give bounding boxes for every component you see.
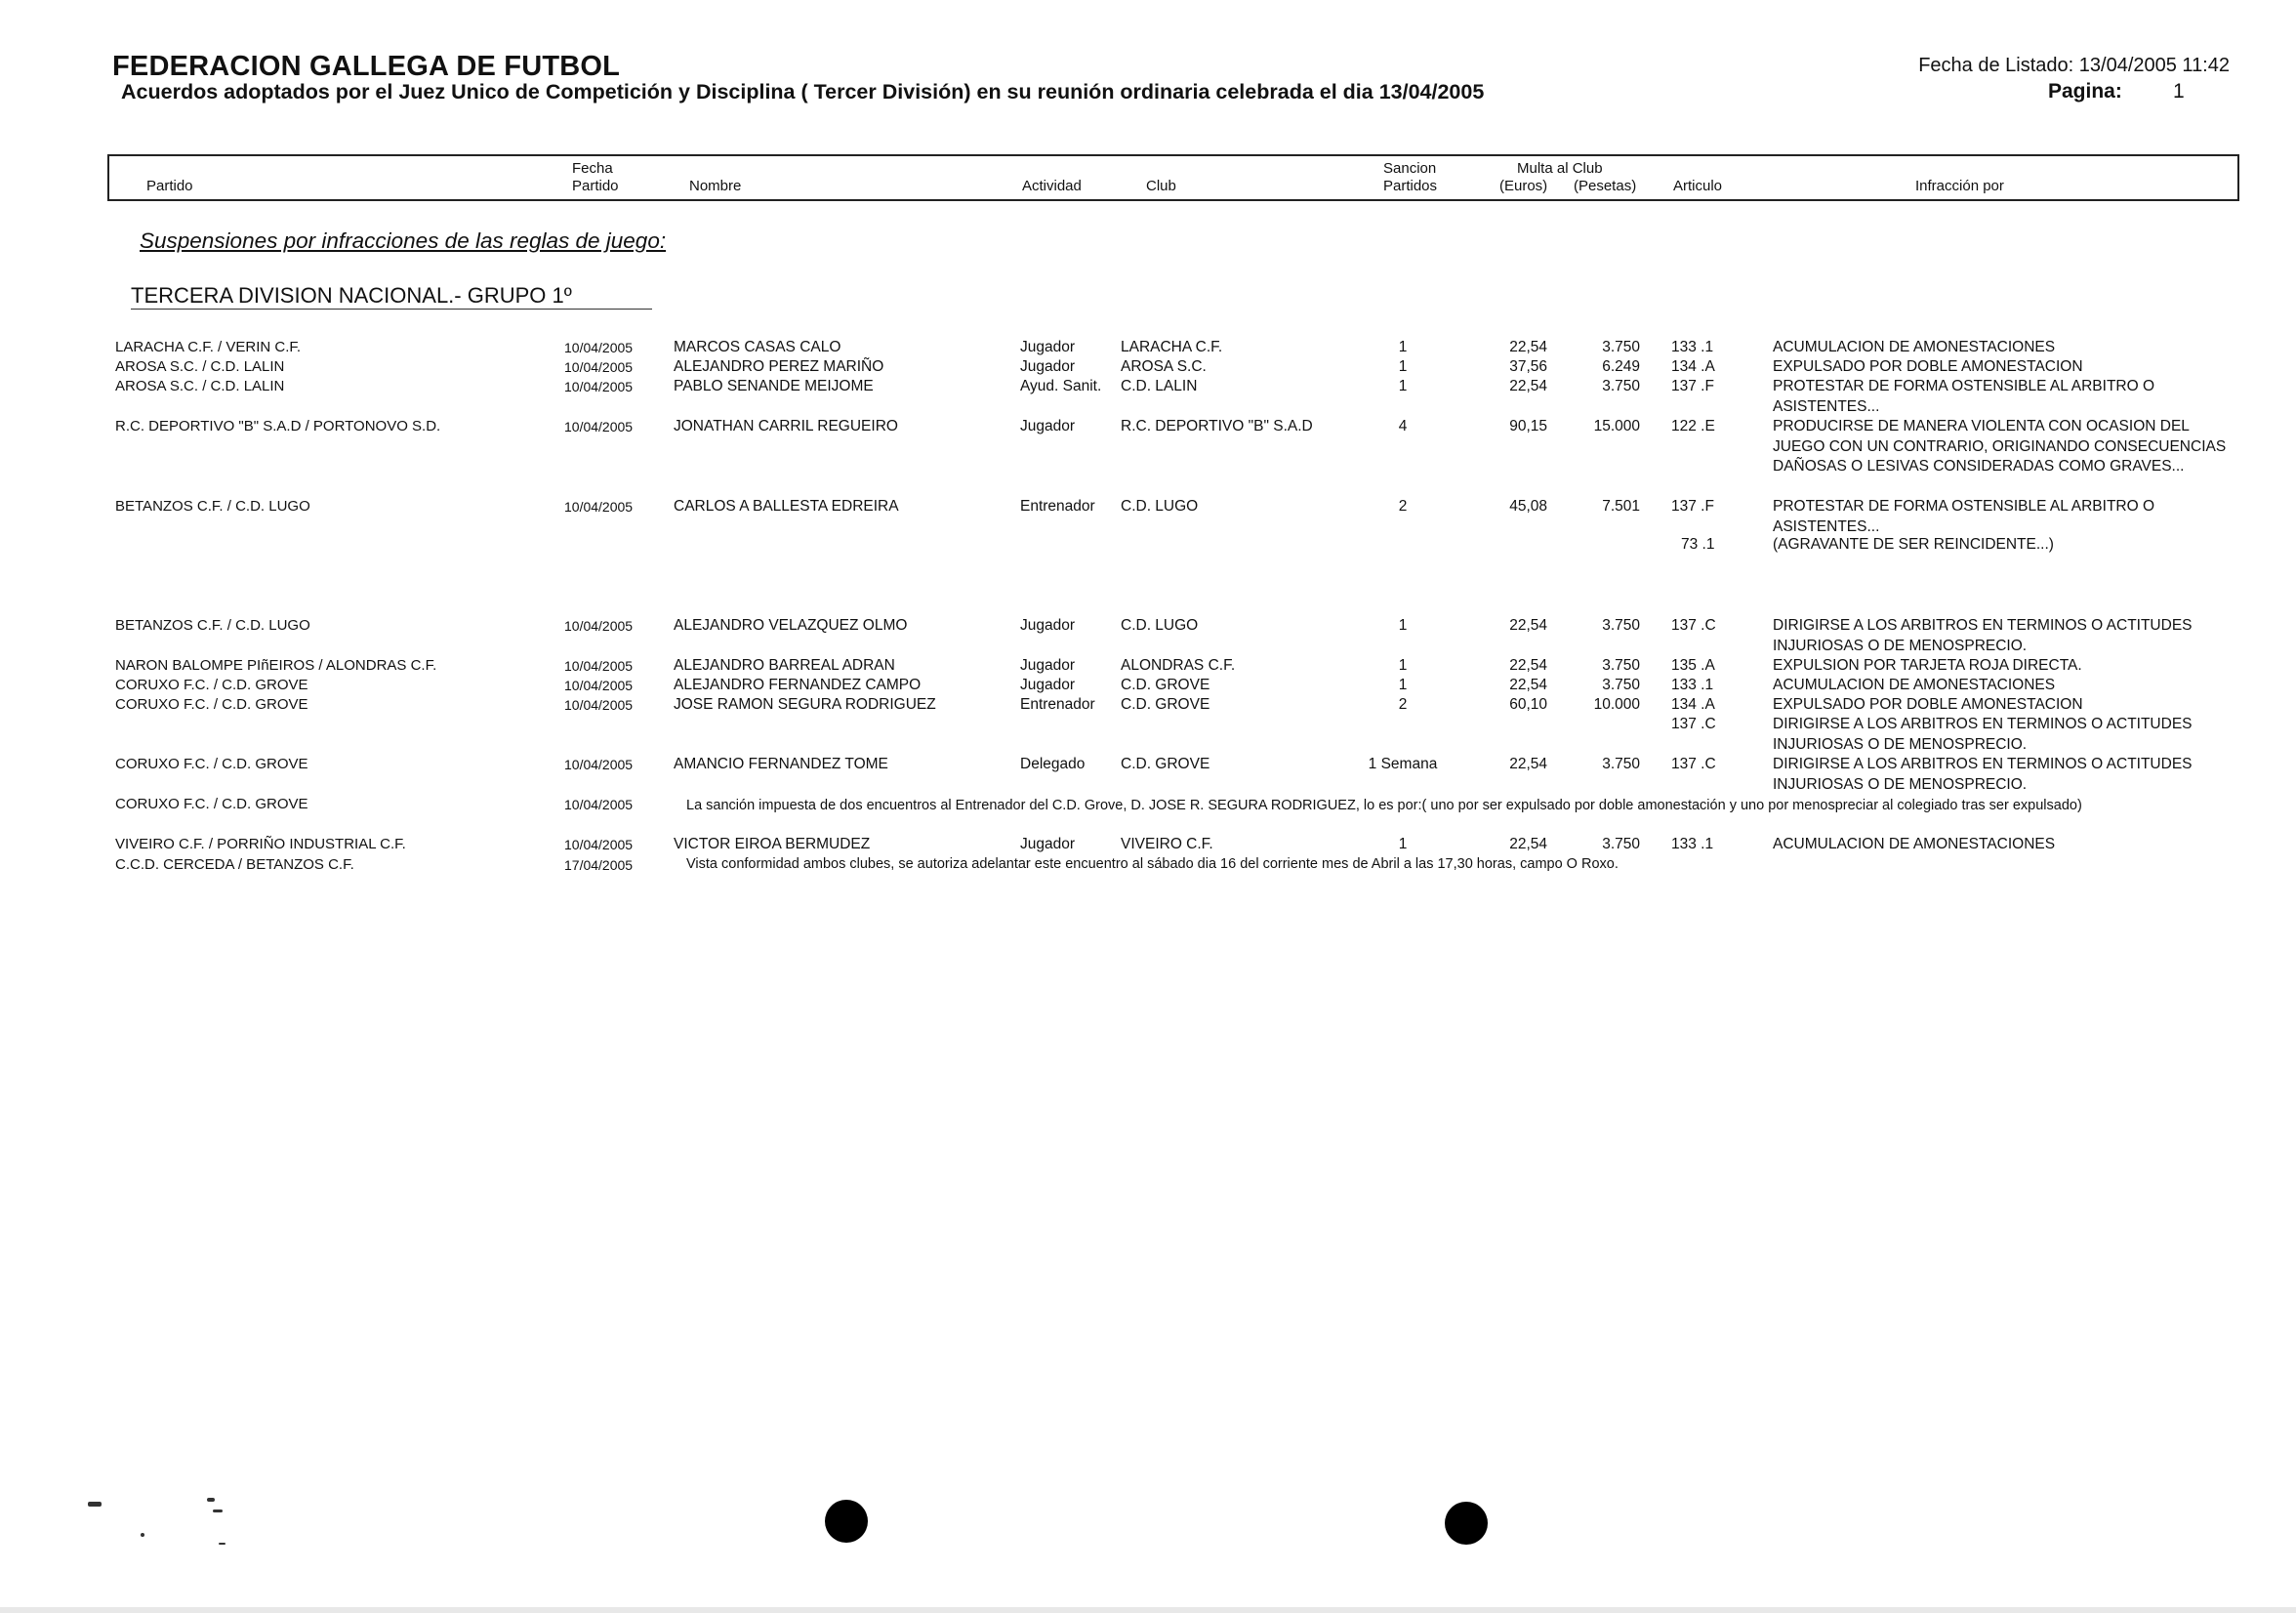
cell-pesetas: 3.750 (1602, 756, 1640, 772)
cell-articulo: 137 .C (1671, 716, 1716, 732)
table-row (0, 676, 2296, 693)
cell-club: C.D. GROVE (1121, 756, 1210, 772)
cell-nombre: JOSE RAMON SEGURA RODRIGUEZ (674, 696, 936, 713)
cell-fecha: 10/04/2005 (564, 618, 634, 634)
cell-note: La sanción impuesta de dos encuentros al Entrenador del C.D. Grove, D. JOSE R. SEGURA RODRIGUEZ, lo es por:( uno por ser expulsado por doble amonestación y uno por menospreciar al colegiado tras ser expulsado) (686, 798, 2082, 813)
cell-actividad: Jugador (1020, 339, 1076, 355)
punch-hole-left (825, 1500, 868, 1543)
document-title: FEDERACION GALLEGA DE FUTBOL (112, 51, 621, 82)
cell-euros: 22,54 (1509, 756, 1547, 772)
cell-fecha: 10/04/2005 (564, 837, 634, 852)
cell-sancion: 1 (1398, 617, 1408, 634)
cell-partido: C.C.D. CERCEDA / BETANZOS C.F. (115, 856, 354, 873)
cell-partido: CORUXO F.C. / C.D. GROVE (115, 677, 308, 693)
cell-pesetas: 3.750 (1602, 339, 1640, 355)
col-sancion-line2: Partidos (1383, 178, 1438, 194)
cell-fecha: 10/04/2005 (564, 658, 634, 674)
cell-fecha: 10/04/2005 (564, 379, 634, 394)
cell-sancion: 2 (1398, 498, 1408, 515)
cell-nombre: ALEJANDRO FERNANDEZ CAMPO (674, 677, 922, 693)
cell-partido: R.C. DEPORTIVO "B" S.A.D / PORTONOVO S.D. (115, 418, 441, 434)
cell-sancion: 1 (1398, 836, 1408, 852)
cell-euros: 60,10 (1509, 696, 1547, 713)
cell-pesetas: 3.750 (1602, 677, 1640, 693)
cell-partido: VIVEIRO C.F. / PORRIÑO INDUSTRIAL C.F. (115, 836, 406, 852)
cell-euros: 45,08 (1509, 498, 1547, 515)
cell-club: VIVEIRO C.F. (1121, 836, 1213, 852)
cell-pesetas: 7.501 (1602, 498, 1640, 515)
cell-fecha: 17/04/2005 (564, 857, 634, 873)
cell-partido: BETANZOS C.F. / C.D. LUGO (115, 498, 310, 515)
cell-club: AROSA S.C. (1121, 358, 1207, 375)
table-row-continuation (0, 715, 2296, 753)
cell-pesetas: 6.249 (1602, 358, 1640, 375)
table-row (0, 755, 2296, 793)
cell-sancion: 1 (1398, 677, 1408, 693)
cell-euros: 22,54 (1509, 677, 1547, 693)
scan-speck (141, 1533, 144, 1537)
cell-actividad: Entrenador (1020, 696, 1095, 713)
cell-club: LARACHA C.F. (1121, 339, 1223, 355)
cell-infraccion: DIRIGIRSE A LOS ARBITROS EN TERMINOS O ACTITUDES INJURIOSAS O DE MENOSPRECIO. (1773, 617, 2193, 654)
cell-infraccion: (AGRAVANTE DE SER REINCIDENTE...) (1773, 536, 2054, 553)
col-fecha-line2: Partido (572, 178, 619, 194)
cell-articulo: 122 .E (1671, 418, 1715, 434)
cell-actividad: Ayud. Sanit. (1020, 378, 1102, 394)
cell-sancion: 1 (1398, 358, 1408, 375)
cell-sancion: 1 (1398, 657, 1408, 674)
cell-sancion: 1 (1398, 339, 1408, 355)
cell-infraccion: ACUMULACION DE AMONESTACIONES (1773, 836, 2056, 852)
col-sancion-line1: Sancion (1383, 160, 1437, 177)
cell-actividad: Jugador (1020, 617, 1076, 634)
scan-speck (219, 1543, 226, 1545)
cell-nombre: VICTOR EIROA BERMUDEZ (674, 836, 871, 852)
cell-sancion: 2 (1398, 696, 1408, 713)
section-title: Suspensiones por infracciones de las reglas de juego: (140, 228, 667, 253)
cell-partido: CORUXO F.C. / C.D. GROVE (115, 796, 308, 812)
cell-actividad: Jugador (1020, 418, 1076, 434)
table-row (0, 357, 2296, 375)
cell-infraccion: EXPULSADO POR DOBLE AMONESTACION (1773, 358, 2083, 375)
cell-pesetas: 3.750 (1602, 657, 1640, 674)
group-title-rule (131, 309, 652, 310)
cell-nombre: AMANCIO FERNANDEZ TOME (674, 756, 888, 772)
cell-fecha: 10/04/2005 (564, 359, 634, 375)
page-bottom-edge (0, 1607, 2296, 1613)
cell-pesetas: 3.750 (1602, 836, 1640, 852)
cell-actividad: Jugador (1020, 358, 1076, 375)
col-fecha-line1: Fecha (572, 160, 613, 177)
cell-club: C.D. LALIN (1121, 378, 1198, 394)
scan-speck (213, 1510, 223, 1512)
cell-nombre: PABLO SENANDE MEIJOME (674, 378, 874, 394)
cell-sancion: 4 (1398, 418, 1408, 434)
cell-pesetas: 3.750 (1602, 378, 1640, 394)
table-row (0, 616, 2296, 654)
cell-partido: BETANZOS C.F. / C.D. LUGO (115, 617, 310, 634)
cell-infraccion: EXPULSADO POR DOBLE AMONESTACION (1773, 696, 2083, 713)
scan-speck (207, 1498, 215, 1502)
col-partido: Partido (146, 178, 193, 194)
table-row (0, 835, 2296, 852)
cell-articulo: 137 .F (1671, 378, 1714, 394)
cell-euros: 90,15 (1509, 418, 1547, 434)
cell-articulo: 137 .C (1671, 756, 1716, 772)
cell-actividad: Jugador (1020, 677, 1076, 693)
cell-partido: AROSA S.C. / C.D. LALIN (115, 378, 285, 394)
scan-speck (88, 1502, 102, 1507)
cell-fecha: 10/04/2005 (564, 678, 634, 693)
cell-articulo: 134 .A (1671, 696, 1715, 713)
cell-euros: 22,54 (1509, 657, 1547, 674)
cell-nombre: ALEJANDRO BARREAL ADRAN (674, 657, 895, 674)
page-label: Pagina: (2048, 80, 2122, 103)
cell-sancion: 1 Semana (1368, 756, 1438, 772)
col-articulo: Articulo (1673, 178, 1723, 194)
cell-articulo: 137 .C (1671, 617, 1716, 634)
cell-club: R.C. DEPORTIVO "B" S.A.D (1121, 418, 1313, 434)
table-row (0, 377, 2296, 415)
col-euros: (Euros) (1499, 178, 1548, 194)
cell-actividad: Entrenador (1020, 498, 1095, 515)
group-title: TERCERA DIVISION NACIONAL.- GRUPO 1º (131, 283, 572, 308)
col-infraccion: Infracción por (1915, 178, 2004, 194)
cell-articulo: 133 .1 (1671, 677, 1714, 693)
cell-actividad: Jugador (1020, 657, 1076, 674)
table-row (0, 695, 2296, 713)
col-multa: Multa al Club (1517, 160, 1603, 177)
cell-club: C.D. LUGO (1121, 498, 1199, 515)
col-pesetas: (Pesetas) (1574, 178, 1637, 194)
cell-club: C.D. GROVE (1121, 677, 1210, 693)
cell-partido: AROSA S.C. / C.D. LALIN (115, 358, 285, 375)
table-row (0, 338, 2296, 355)
table-row-note (0, 795, 2296, 813)
cell-infraccion: EXPULSION POR TARJETA ROJA DIRECTA. (1773, 657, 2082, 674)
cell-fecha: 10/04/2005 (564, 340, 634, 355)
cell-articulo: 73 .1 (1681, 536, 1715, 553)
cell-infraccion: ACUMULACION DE AMONESTACIONES (1773, 339, 2056, 355)
cell-articulo: 134 .A (1671, 358, 1715, 375)
cell-infraccion: DIRIGIRSE A LOS ARBITROS EN TERMINOS O ACTITUDES INJURIOSAS O DE MENOSPRECIO. (1773, 756, 2193, 793)
cell-club: ALONDRAS C.F. (1121, 657, 1236, 674)
cell-fecha: 10/04/2005 (564, 499, 634, 515)
cell-infraccion: PRODUCIRSE DE MANERA VIOLENTA CON OCASION DEL JUEGO CON UN CONTRARIO, ORIGINANDO CONSECUENCIAS DAÑOSAS O LESIVAS CONSIDERADAS COMO GRAVES... (1773, 418, 2227, 475)
table-row-note (0, 855, 2296, 873)
cell-club: C.D. LUGO (1121, 617, 1199, 634)
cell-actividad: Delegado (1020, 756, 1086, 772)
cell-partido: LARACHA C.F. / VERIN C.F. (115, 339, 302, 355)
cell-pesetas: 10.000 (1593, 696, 1640, 713)
cell-note: Vista conformidad ambos clubes, se autoriza adelantar este encuentro al sábado dia 16 del corriente mes de Abril a las 17,30 horas, campo O Roxo. (686, 856, 1619, 872)
cell-euros: 22,54 (1509, 836, 1547, 852)
col-nombre: Nombre (689, 178, 742, 194)
cell-infraccion: ACUMULACION DE AMONESTACIONES (1773, 677, 2056, 693)
cell-nombre: JONATHAN CARRIL REGUEIRO (674, 418, 898, 434)
table-row (0, 497, 2296, 535)
page-number: 1 (2173, 80, 2185, 103)
cell-fecha: 10/04/2005 (564, 757, 634, 772)
table-row (0, 656, 2296, 674)
cell-infraccion: PROTESTAR DE FORMA OSTENSIBLE AL ARBITRO O ASISTENTES... (1773, 378, 2155, 415)
cell-club: C.D. GROVE (1121, 696, 1210, 713)
cell-articulo: 137 .F (1671, 498, 1714, 515)
column-header-box (107, 154, 2239, 201)
cell-actividad: Jugador (1020, 836, 1076, 852)
cell-euros: 22,54 (1509, 378, 1547, 394)
cell-euros: 22,54 (1509, 339, 1547, 355)
table-row-continuation (0, 535, 2296, 553)
cell-fecha: 10/04/2005 (564, 697, 634, 713)
col-actividad: Actividad (1022, 178, 1082, 194)
cell-infraccion: DIRIGIRSE A LOS ARBITROS EN TERMINOS O ACTITUDES INJURIOSAS O DE MENOSPRECIO. (1773, 716, 2193, 753)
listing-date: Fecha de Listado: 13/04/2005 11:42 (1918, 55, 2230, 76)
cell-articulo: 133 .1 (1671, 339, 1714, 355)
cell-nombre: ALEJANDRO VELAZQUEZ OLMO (674, 617, 908, 634)
cell-articulo: 133 .1 (1671, 836, 1714, 852)
cell-sancion: 1 (1398, 378, 1408, 394)
table-row (0, 417, 2296, 475)
cell-partido: CORUXO F.C. / C.D. GROVE (115, 696, 308, 713)
cell-nombre: MARCOS CASAS CALO (674, 339, 841, 355)
cell-articulo: 135 .A (1671, 657, 1715, 674)
punch-hole-right (1445, 1502, 1488, 1545)
cell-euros: 37,56 (1509, 358, 1547, 375)
col-club: Club (1146, 178, 1176, 194)
cell-pesetas: 3.750 (1602, 617, 1640, 634)
cell-fecha: 10/04/2005 (564, 419, 634, 434)
document-subtitle: Acuerdos adoptados por el Juez Unico de Competición y Disciplina ( Tercer División) en su reunión ordinaria celebrada el dia 13/04/2005 (121, 80, 1485, 103)
cell-partido: NARON BALOMPE PIñEIROS / ALONDRAS C.F. (115, 657, 437, 674)
cell-nombre: ALEJANDRO PEREZ MARIÑO (674, 358, 884, 375)
cell-infraccion: PROTESTAR DE FORMA OSTENSIBLE AL ARBITRO O ASISTENTES... (1773, 498, 2155, 535)
cell-fecha: 10/04/2005 (564, 797, 634, 812)
cell-pesetas: 15.000 (1593, 418, 1640, 434)
cell-nombre: CARLOS A BALLESTA EDREIRA (674, 498, 899, 515)
cell-partido: CORUXO F.C. / C.D. GROVE (115, 756, 308, 772)
cell-euros: 22,54 (1509, 617, 1547, 634)
